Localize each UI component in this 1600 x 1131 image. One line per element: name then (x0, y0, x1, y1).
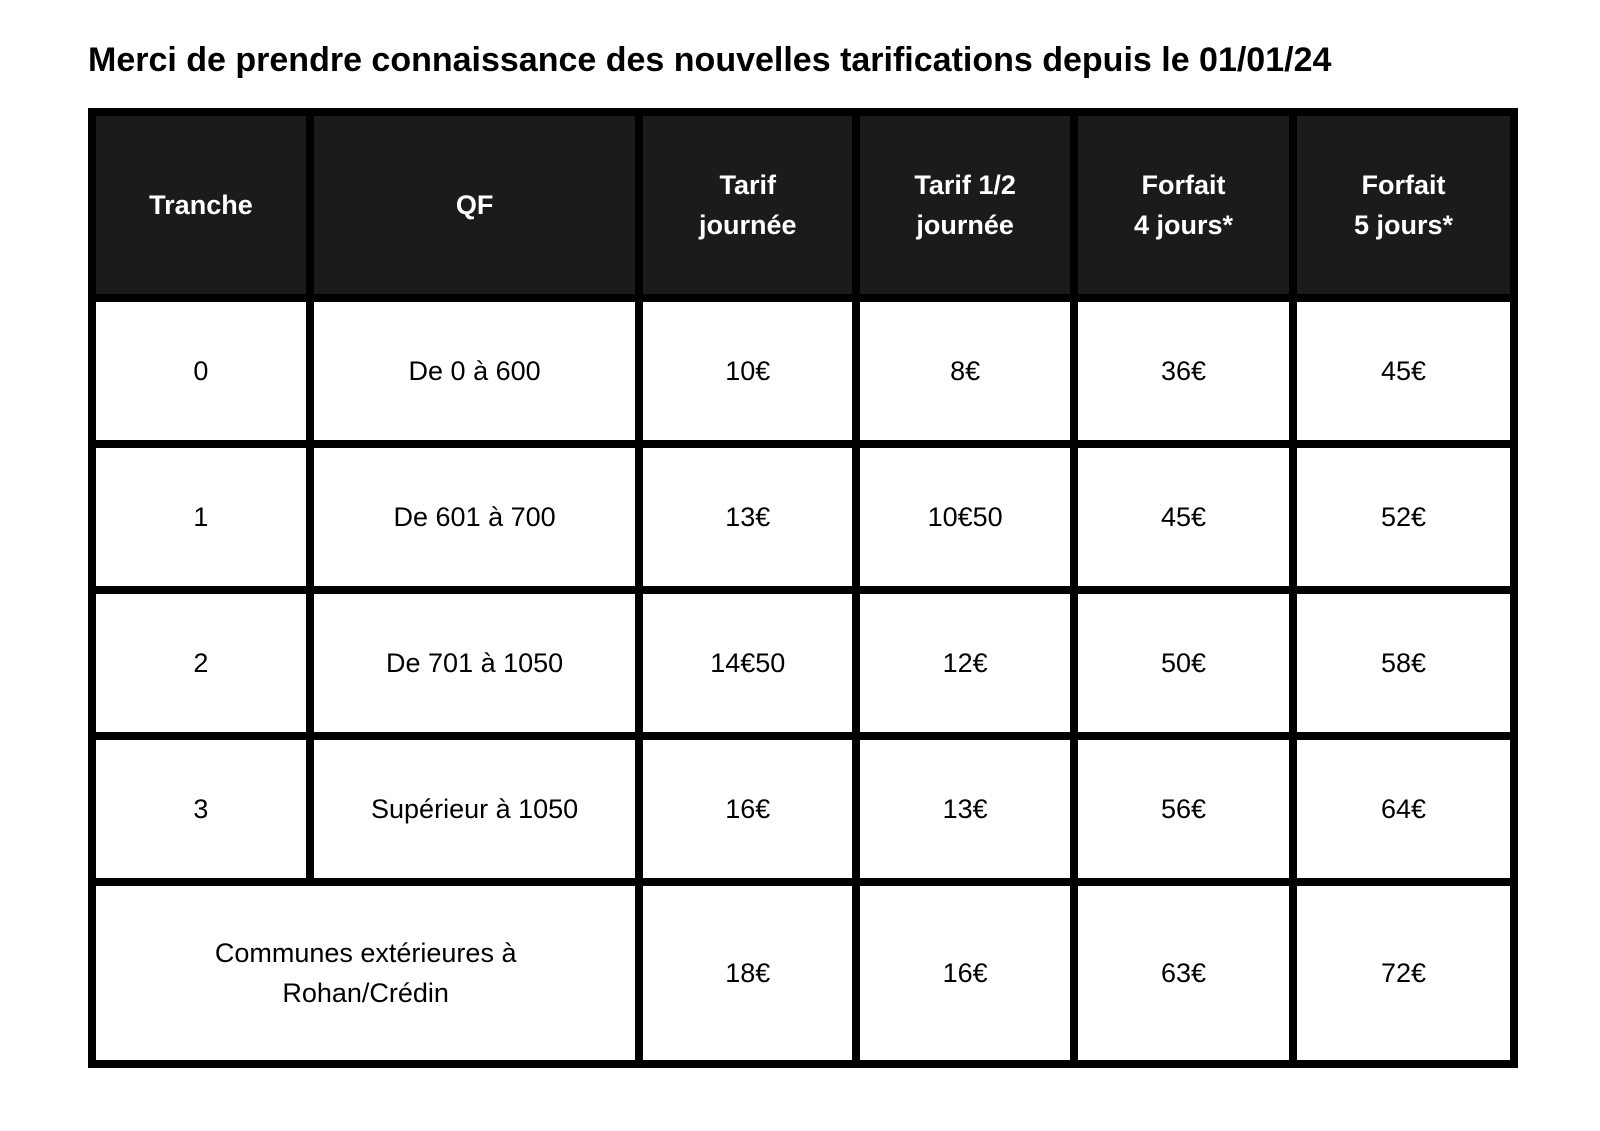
header-tranche-label: Tranche (149, 190, 253, 220)
cell-forfait-5-jours: 45€ (1293, 298, 1514, 444)
cell-tarif-demi-journee: 10€50 (856, 444, 1074, 590)
table-row (92, 444, 1514, 590)
cell-qf: De 601 à 700 (310, 444, 639, 590)
header-forfait-5-jours (1293, 112, 1514, 298)
cell-forfait-4-jours: 45€ (1074, 444, 1293, 590)
header-tarif-journee (639, 112, 856, 298)
header-tarif-journee-line2: journée (698, 210, 797, 240)
header-tarif-demi-journee (856, 112, 1074, 298)
header-tarif-demi-journee-line1: Tarif 1/2 (914, 170, 1016, 200)
header-qf-label: QF (455, 190, 494, 220)
cell-tarif-demi-journee: 8€ (856, 298, 1074, 444)
cell-forfait-5-jours: 58€ (1293, 590, 1514, 736)
cell-forfait-4-jours: 63€ (1074, 882, 1293, 1064)
cell-forfait-4-jours: 50€ (1074, 590, 1293, 736)
exterior-label-line2: Rohan/Crédin (282, 978, 449, 1008)
cell-tranche: 1 (92, 444, 310, 590)
cell-qf: De 701 à 1050 (310, 590, 639, 736)
cell-forfait-5-jours: 64€ (1293, 736, 1514, 882)
cell-qf: Supérieur à 1050 (310, 736, 639, 882)
header-qf (310, 112, 639, 298)
cell-tranche: 3 (92, 736, 310, 882)
header-forfait-4-jours-line2: 4 jours* (1134, 210, 1234, 240)
table-header-row (92, 112, 1514, 298)
header-tarif-demi-journee-line2: journée (916, 210, 1014, 240)
table-row (92, 298, 1514, 444)
table-row-exterior (92, 882, 1514, 1064)
cell-qf: De 0 à 600 (310, 298, 639, 444)
cell-tarif-demi-journee: 16€ (856, 882, 1074, 1064)
cell-tranche: 2 (92, 590, 310, 736)
table-row (92, 590, 1514, 736)
header-forfait-5-jours-line1: Forfait (1361, 170, 1446, 200)
cell-tarif-journee: 16€ (639, 736, 856, 882)
cell-tarif-demi-journee: 13€ (856, 736, 1074, 882)
exterior-label-line1: Communes extérieures à (214, 938, 517, 968)
header-forfait-4-jours (1074, 112, 1293, 298)
cell-exterior-label (92, 882, 639, 1064)
header-forfait-4-jours-line1: Forfait (1141, 170, 1226, 200)
header-tarif-journee-line1: Tarif (719, 170, 776, 200)
table-row (92, 736, 1514, 882)
cell-tarif-journee: 18€ (639, 882, 856, 1064)
cell-tarif-journee: 13€ (639, 444, 856, 590)
cell-forfait-4-jours: 36€ (1074, 298, 1293, 444)
cell-tarif-demi-journee: 12€ (856, 590, 1074, 736)
page-title: Merci de prendre connaissance des nouvelles tarifications depuis le 01/01/24 (88, 41, 1332, 79)
cell-tarif-journee: 14€50 (639, 590, 856, 736)
header-tranche (92, 112, 310, 298)
cell-tranche: 0 (92, 298, 310, 444)
cell-forfait-5-jours: 52€ (1293, 444, 1514, 590)
pricing-table (88, 108, 1518, 1068)
cell-forfait-5-jours: 72€ (1293, 882, 1514, 1064)
header-forfait-5-jours-line2: 5 jours* (1353, 210, 1454, 240)
cell-tarif-journee: 10€ (639, 298, 856, 444)
cell-forfait-4-jours: 56€ (1074, 736, 1293, 882)
